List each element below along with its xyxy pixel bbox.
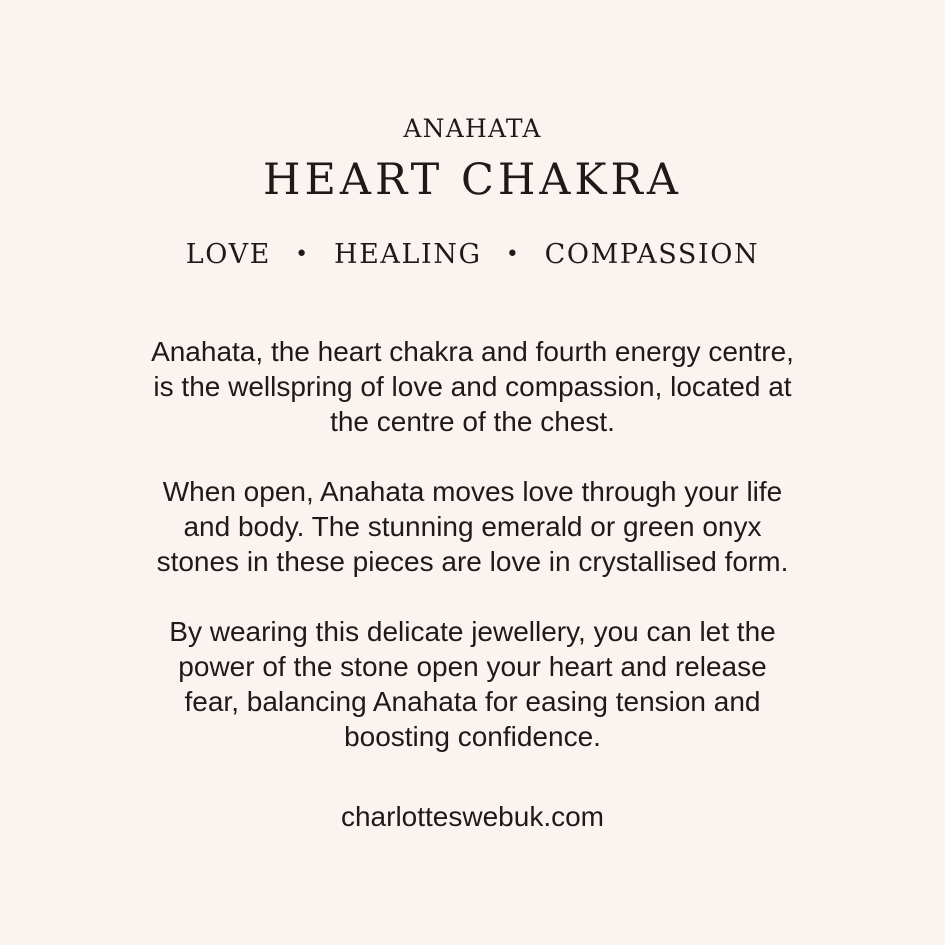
description-paragraph-3 xyxy=(100,614,845,754)
paragraph-line: and body. The stunning emerald or green onyx xyxy=(183,511,762,542)
chakra-tags xyxy=(0,235,945,275)
paragraph-line: Anahata, the heart chakra and fourth energy centre, xyxy=(151,336,794,367)
tag-compassion: COMPASSION xyxy=(544,239,760,270)
website-url: charlotteswebuk.com xyxy=(340,801,604,832)
paragraph-line: the centre of the chest. xyxy=(330,406,615,437)
paragraph-line: power of the stone open your heart and release xyxy=(178,651,767,682)
paragraph-line: boosting confidence. xyxy=(344,721,601,752)
tag-love: LOVE xyxy=(185,239,271,270)
paragraph-line: By wearing this delicate jewellery, you can let the xyxy=(169,616,776,647)
separator-dot: • xyxy=(295,242,310,267)
separator-dot: • xyxy=(505,242,521,267)
chakra-sanskrit-name: ANAHATA xyxy=(403,114,542,143)
paragraph-line: is the wellspring of love and compassion, located at xyxy=(153,371,792,402)
paragraph-line: When open, Anahata moves love through your life xyxy=(162,476,783,507)
tag-healing: HEALING xyxy=(333,239,482,270)
paragraph-line: fear, balancing Anahata for easing tension and xyxy=(184,686,761,717)
chakra-title: HEART CHAKRA xyxy=(263,155,682,205)
paragraph-line: stones in these pieces are love in crystallised form. xyxy=(156,546,789,577)
description-paragraph-2 xyxy=(100,474,845,579)
description-paragraph-1 xyxy=(100,334,845,439)
